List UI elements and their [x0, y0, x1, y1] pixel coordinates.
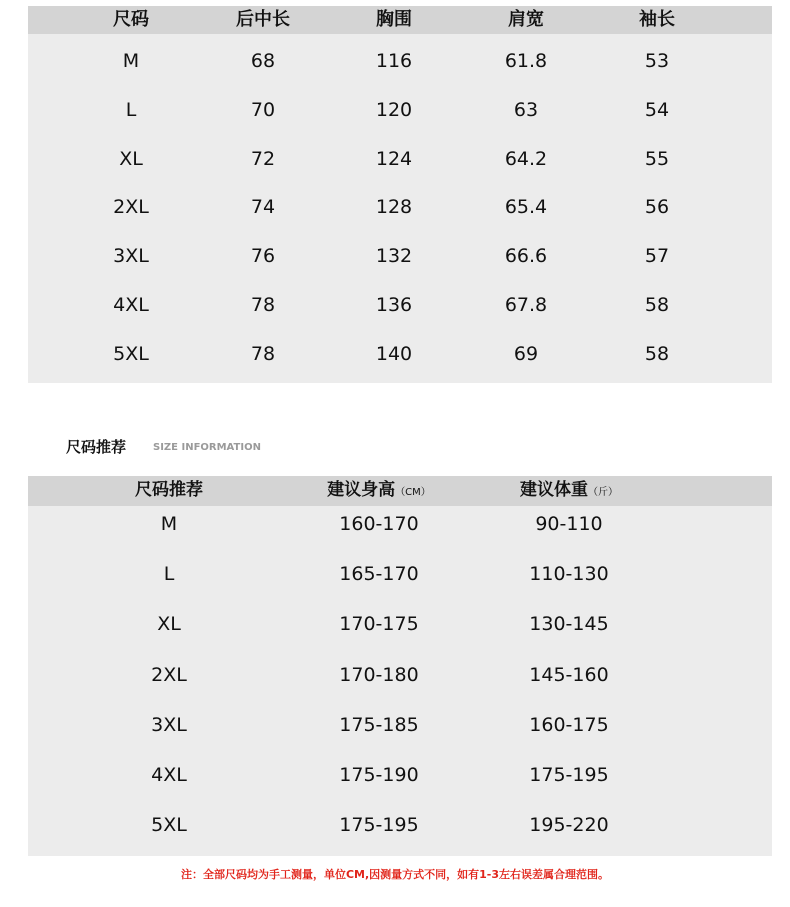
table-cell: 55 — [644, 147, 670, 170]
table-cell: 63 — [513, 98, 539, 121]
table-cell: 53 — [644, 50, 670, 72]
table-cell: M — [160, 513, 178, 535]
table-cell: 130-145 — [529, 613, 609, 636]
table-cell: XL — [157, 613, 181, 636]
column-header — [489, 478, 649, 505]
table-cell: 64.2 — [504, 147, 548, 170]
table-cell: 4XL — [113, 294, 149, 316]
table-cell: 132 — [375, 245, 413, 268]
column-header: 胸围 — [376, 9, 412, 30]
table-cell: 66.6 — [504, 245, 548, 268]
table-cell: 120 — [375, 98, 413, 121]
table-cell: 58 — [644, 342, 670, 365]
table-cell: 2XL — [151, 663, 187, 686]
column-header: 尺码 — [113, 9, 149, 30]
table-cell: 90-110 — [535, 513, 603, 535]
table-cell: 54 — [644, 98, 670, 121]
table-cell: 2XL — [113, 196, 149, 219]
table-cell: 140 — [375, 342, 413, 365]
table-cell: 70 — [250, 98, 276, 121]
table-cell: 145-160 — [529, 663, 609, 686]
table-cell: L — [125, 98, 137, 121]
table-cell: 175-185 — [339, 713, 419, 736]
table-cell: 175-195 — [529, 764, 609, 786]
table-cell: 160-170 — [339, 513, 419, 535]
column-header — [299, 478, 459, 505]
table-cell: 72 — [250, 147, 276, 170]
table-cell: 78 — [250, 294, 276, 316]
column-header-label: 尺码推荐 — [135, 480, 203, 500]
column-header: 肩宽 — [508, 9, 544, 30]
table-cell: 56 — [644, 196, 670, 219]
size-measurement-table — [28, 6, 772, 383]
table-cell: 5XL — [113, 342, 149, 365]
table-cell: 175-195 — [339, 814, 419, 837]
column-header-label: 建议体重 — [520, 480, 588, 500]
table-cell: 124 — [375, 147, 413, 170]
table-cell: 65.4 — [504, 196, 548, 219]
table-cell: 170-180 — [339, 663, 419, 686]
table-cell: 3XL — [113, 245, 149, 268]
table-cell: 170-175 — [339, 613, 419, 636]
table-cell: 74 — [250, 196, 276, 219]
size-recommendation-table — [28, 476, 772, 856]
column-header-unit: （CM） — [395, 487, 431, 498]
table-cell: 67.8 — [504, 294, 548, 316]
table-cell: 175-190 — [339, 764, 419, 786]
table-cell: 128 — [375, 196, 413, 219]
table-cell: 68 — [250, 50, 276, 72]
recommend-table-header — [28, 476, 772, 506]
table-cell: 57 — [644, 245, 670, 268]
column-header: 袖长 — [639, 9, 675, 30]
table-cell: 195-220 — [529, 814, 609, 837]
section-title: 尺码推荐 — [66, 438, 127, 456]
table-cell: 69 — [513, 342, 539, 365]
measurement-note: 注：全部尺码均为手工测量，单位CM,因测量方式不同，如有1-3左右误差属合理范围。 — [180, 868, 610, 881]
table-cell: 58 — [644, 294, 670, 316]
table-cell: 78 — [250, 342, 276, 365]
table-cell: 61.8 — [504, 50, 548, 72]
table-cell: L — [163, 563, 175, 586]
section-subtitle: SIZE INFORMATION — [153, 442, 261, 453]
table-cell: 160-175 — [529, 713, 609, 736]
table-cell: 4XL — [151, 764, 187, 786]
table-cell: 110-130 — [529, 563, 609, 586]
column-header: 后中长 — [236, 9, 290, 30]
column-header-unit: （斤） — [588, 487, 618, 498]
table-cell: 116 — [375, 50, 413, 72]
column-header-label: 建议身高 — [327, 480, 396, 500]
table-cell: 136 — [375, 294, 413, 316]
table-cell: M — [122, 50, 140, 72]
size-table-header — [28, 6, 772, 34]
table-cell: XL — [119, 147, 143, 170]
column-header — [89, 478, 249, 502]
table-cell: 3XL — [151, 713, 187, 736]
table-cell: 5XL — [151, 814, 187, 837]
table-cell: 76 — [250, 245, 276, 268]
table-cell: 165-170 — [339, 563, 419, 586]
